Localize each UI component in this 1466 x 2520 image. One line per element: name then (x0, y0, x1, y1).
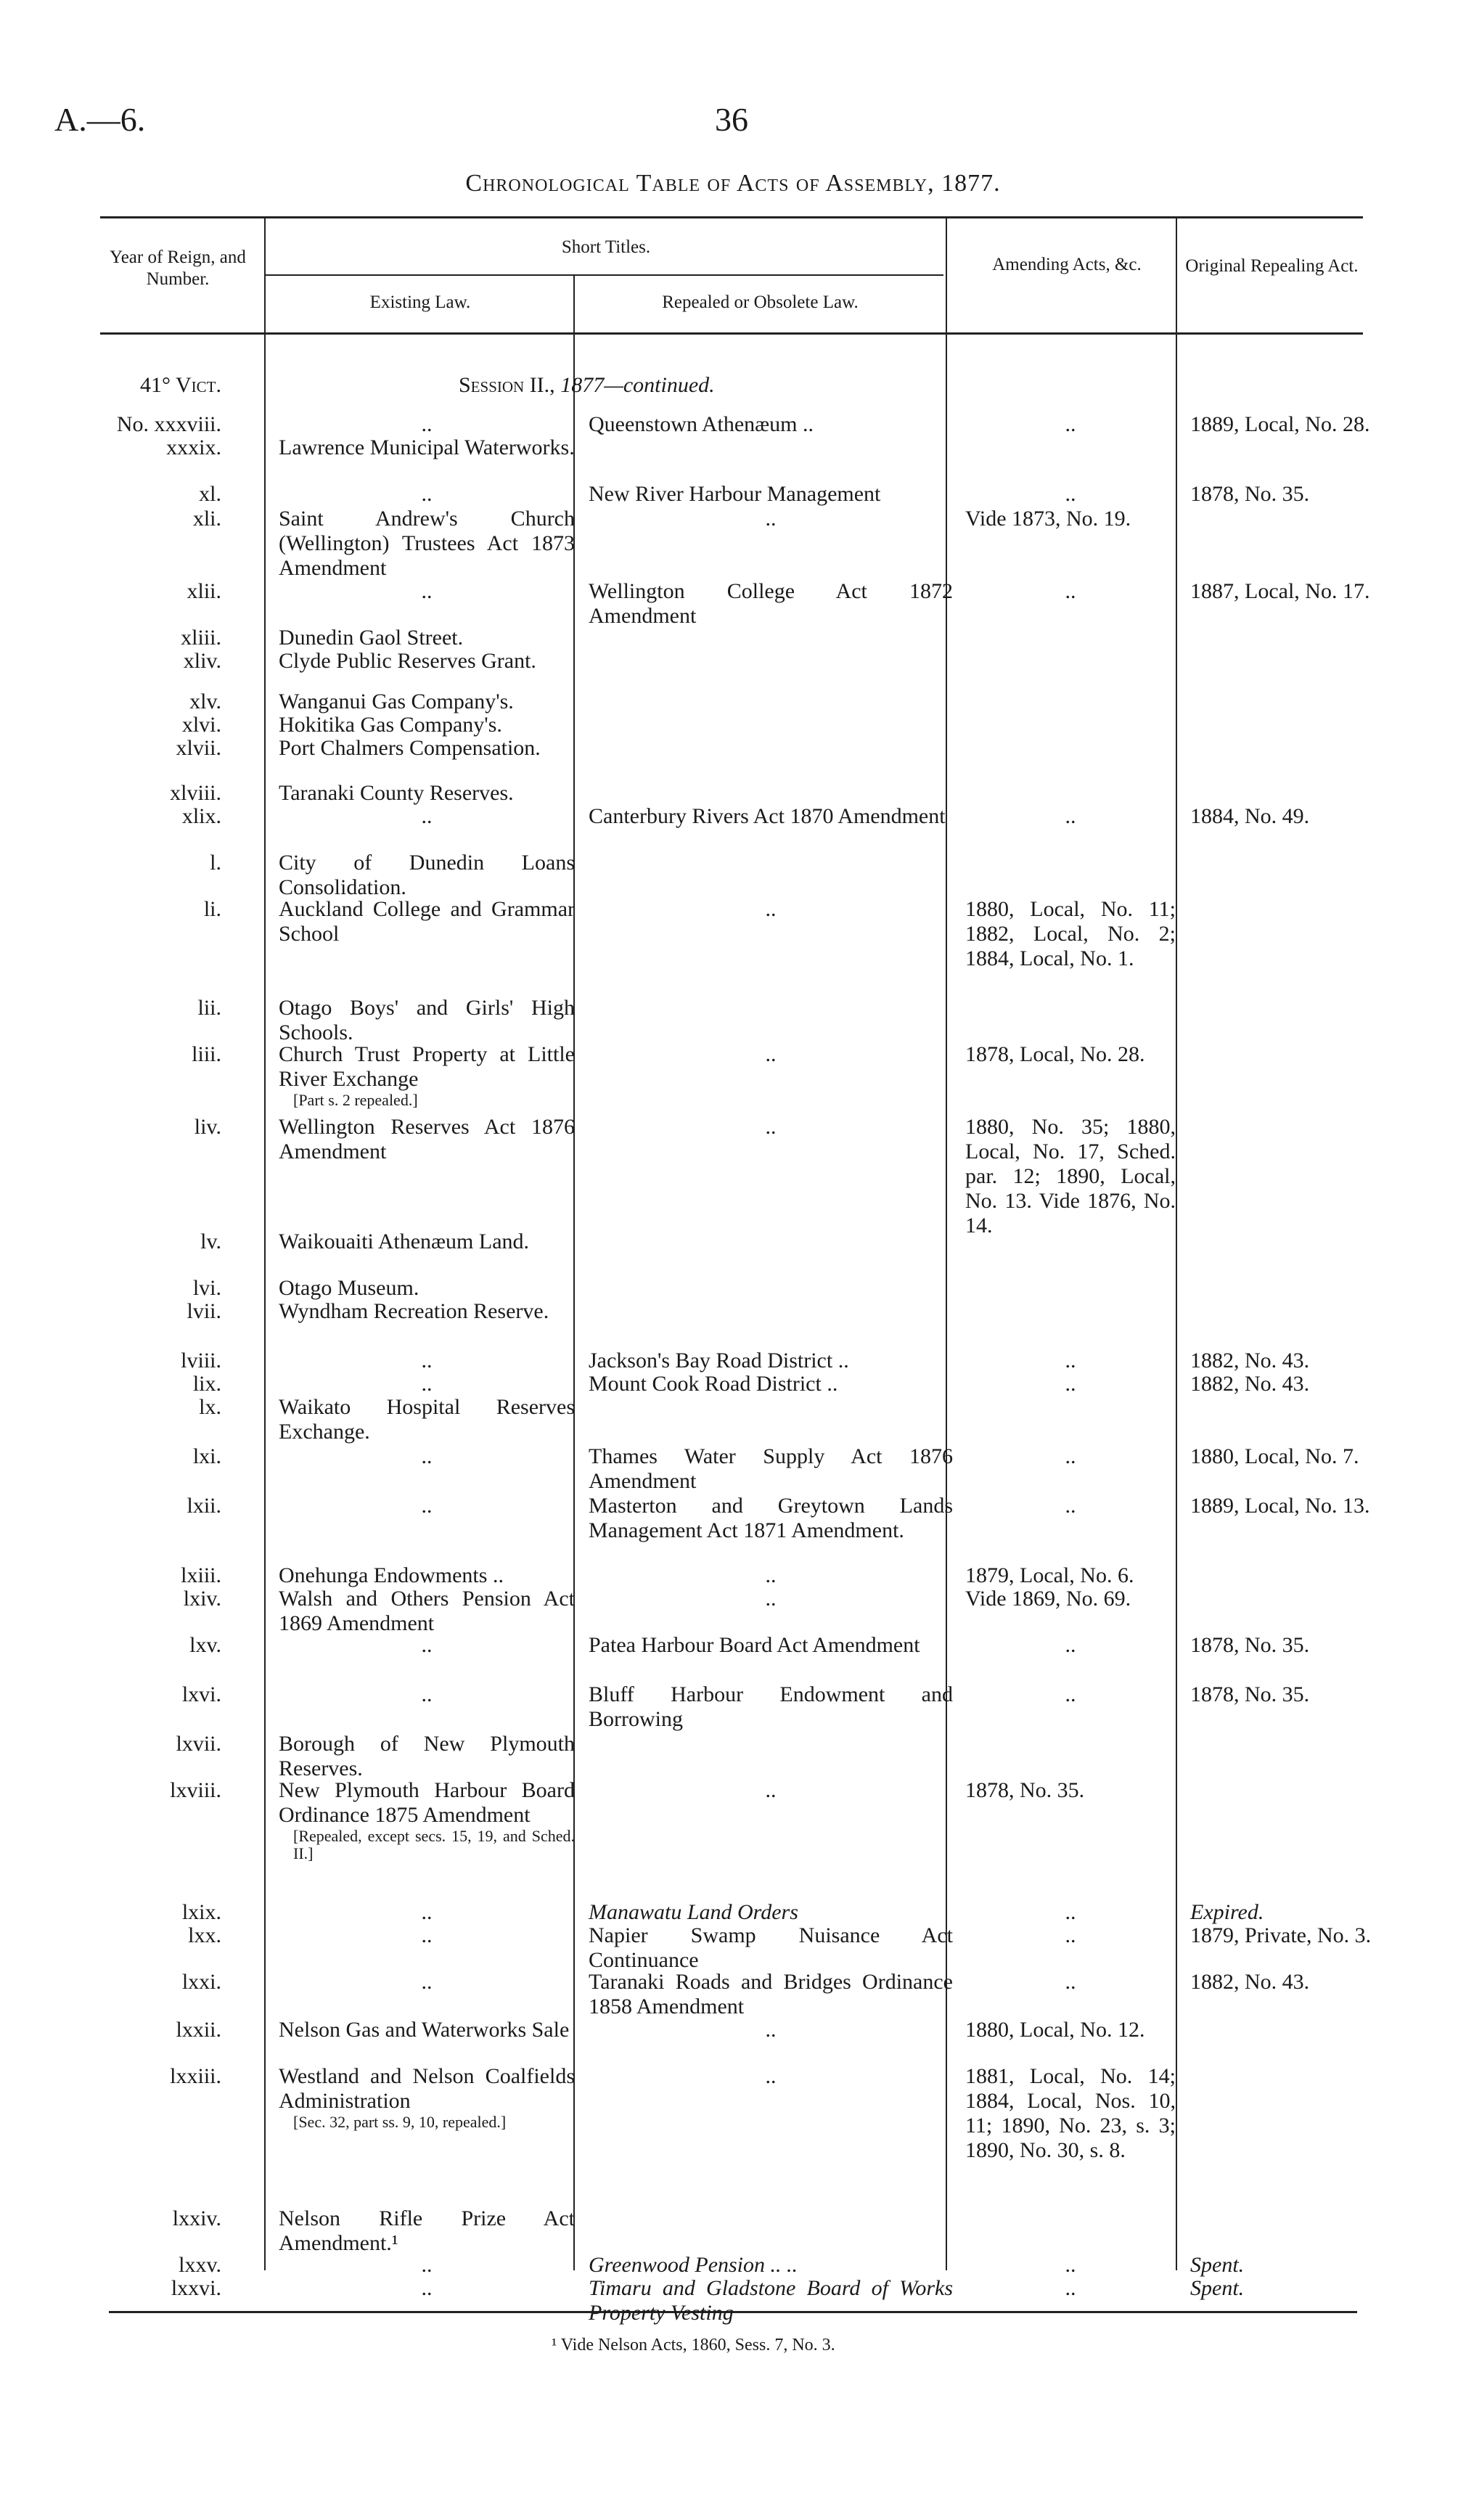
row-number: lxi. (192, 1444, 221, 1468)
footnote: ¹ Vide Nelson Acts, 1860, Sess. 7, No. 3. (552, 2336, 835, 2355)
original-repealing-act: 1882, No. 43. (1190, 1970, 1310, 1994)
row-number: xlvi. (181, 713, 221, 737)
existing-law: .. (421, 482, 433, 506)
document-reference: A.—6. (54, 101, 146, 138)
existing-law: Hokitika Gas Company's. (279, 713, 502, 737)
session-heading (279, 373, 1112, 398)
existing-law: .. (421, 2253, 433, 2277)
existing-law: Wyndham Recreation Reserve. (279, 1299, 549, 1323)
repealed-law: .. (765, 1778, 777, 1802)
amending-acts: .. (1065, 1444, 1076, 1468)
row-number: liii. (192, 1042, 221, 1066)
original-repealing-act: Spent. (1190, 2276, 1245, 2300)
amending-acts: .. (1065, 482, 1076, 506)
short-titles-rule (266, 274, 943, 276)
repealed-law: .. (765, 2064, 777, 2088)
amending-acts: .. (1065, 1372, 1076, 1396)
repealed-law: Wellington College Act 1872 Amendment (589, 579, 953, 628)
column-divider (1176, 218, 1177, 2270)
existing-law: .. (421, 1349, 433, 1372)
existing-law: Taranaki County Reserves. (279, 781, 514, 805)
existing-law-note: [Sec. 32, part ss. 9, 10, repealed.] (293, 2113, 507, 2131)
row-number: lxvii. (176, 1732, 221, 1756)
row-number: xliii. (181, 626, 221, 650)
existing-law: Lawrence Municipal Waterworks. (279, 435, 575, 459)
row-number: lviii. (181, 1349, 221, 1372)
repealed-law: Thames Water Supply Act 1876 Amendment (589, 1444, 953, 1493)
header-existing-law: Existing Law. (369, 292, 471, 312)
existing-law: Saint Andrew's Church (Wellington) Trustees Act 1873 Amendment (279, 507, 575, 580)
amending-acts: .. (1065, 1970, 1076, 1994)
amending-acts: .. (1065, 804, 1076, 828)
original-repealing-act: 1882, No. 43. (1190, 1349, 1310, 1372)
existing-law: New Plymouth Harbour Board Ordinance 1875 Amendment [Repealed, except secs. 15, 19, and Sched. II.] (279, 1778, 575, 1862)
session-label: Session II., (459, 373, 555, 397)
existing-law: Otago Boys' and Girls' High Schools. (279, 996, 575, 1044)
row-number: lxx. (188, 1923, 221, 1947)
row-number: lxiii. (181, 1563, 221, 1587)
repealed-law: Greenwood Pension .. .. (589, 2253, 798, 2277)
header-bottom-rule (100, 332, 1363, 335)
amending-acts: .. (1065, 1349, 1076, 1372)
amending-acts: .. (1065, 1682, 1076, 1706)
original-repealing-act: 1889, Local, No. 13. (1190, 1494, 1370, 1518)
row-number: lxxv. (179, 2253, 221, 2277)
session-year: 1877—continued. (560, 373, 715, 397)
row-number: lxv. (189, 1633, 221, 1657)
amending-acts: .. (1065, 1494, 1076, 1518)
amending-acts: 1878, No. 35. (965, 1778, 1085, 1802)
row-number: xli. (192, 507, 221, 531)
existing-law: .. (421, 1494, 433, 1518)
header-year: Year of Reign, and Number. (110, 248, 246, 289)
repealed-law: Canterbury Rivers Act 1870 Amendment (589, 804, 946, 828)
row-number: xxxix. (166, 435, 221, 459)
existing-law: .. (421, 579, 433, 603)
header-short-titles: Short Titles. (561, 237, 651, 257)
existing-law: .. (421, 1923, 433, 1947)
existing-law: Nelson Gas and Waterworks Sale (279, 2018, 570, 2042)
existing-law: Borough of New Plymouth Reserves. (279, 1732, 575, 1780)
amending-acts: .. (1065, 2276, 1076, 2300)
row-number: xlv. (189, 690, 221, 713)
existing-law: Port Chalmers Compensation. (279, 736, 541, 760)
row-number: lxvi. (181, 1682, 221, 1706)
row-number: li. (203, 897, 221, 921)
row-number: xlix. (181, 804, 221, 828)
existing-law: .. (421, 412, 433, 436)
existing-law: City of Dunedin Loans Consolidation. (279, 851, 575, 899)
existing-law: Otago Museum. (279, 1276, 419, 1300)
row-number: lix. (192, 1372, 221, 1396)
reign-label: 41° Vict. (140, 373, 221, 397)
row-number: xlviii. (170, 781, 221, 805)
original-repealing-act: Spent. (1190, 2253, 1245, 2277)
amending-acts: Vide 1869, No. 69. (965, 1587, 1131, 1611)
existing-law: Waikouaiti Athenæum Land. (279, 1230, 530, 1253)
existing-law: Dunedin Gaol Street. (279, 626, 464, 650)
header-original-repealing-act: Original Repealing Act. (1185, 256, 1359, 276)
column-divider (264, 218, 266, 2270)
row-number: lxxiv. (172, 2206, 221, 2230)
row-number: lvii. (187, 1299, 221, 1323)
row-number: xl. (199, 482, 221, 506)
original-repealing-act: 1887, Local, No. 17. (1190, 579, 1370, 603)
existing-law: .. (421, 1633, 433, 1657)
row-number: xlvii. (176, 736, 221, 760)
existing-law: .. (421, 1900, 433, 1924)
original-repealing-act: 1889, Local, No. 28. (1190, 412, 1370, 436)
amending-acts: 1880, Local, No. 11; 1882, Local, No. 2; 1884, Local, No. 1. (965, 897, 1176, 970)
repealed-law: Queenstown Athenæum .. (589, 412, 814, 436)
original-repealing-act: 1879, Private, No. 3. (1190, 1923, 1372, 1947)
existing-law: .. (421, 1372, 433, 1396)
amending-acts: .. (1065, 1923, 1076, 1947)
repealed-law: Jackson's Bay Road District .. (589, 1349, 849, 1372)
existing-law: .. (421, 1444, 433, 1468)
existing-law: Waikato Hospital Reserves Exchange. (279, 1395, 575, 1444)
repealed-law: .. (765, 897, 777, 921)
amending-acts: 1880, No. 35; 1880, Local, No. 17, Sched. par. 12; 1890, Local, No. 13. Vide 1876, No. 14. (965, 1115, 1176, 1238)
original-repealing-act: 1880, Local, No. 7. (1190, 1444, 1359, 1468)
original-repealing-act: Expired. (1190, 1900, 1264, 1924)
existing-law-note: [Part s. 2 repealed.] (293, 1091, 418, 1109)
existing-law: Nelson Rifle Prize Act Amendment.¹ (279, 2206, 575, 2255)
existing-law: Clyde Public Reserves Grant. (279, 649, 536, 673)
repealed-law: Bluff Harbour Endowment and Borrowing (589, 1682, 953, 1731)
repealed-law: Timaru and Gladstone Board of Works Property Vesting (589, 2276, 953, 2325)
repealed-law: Mount Cook Road District .. (589, 1372, 838, 1396)
row-number: liv. (194, 1115, 221, 1139)
existing-law: .. (421, 1970, 433, 1994)
row-number: xliv. (183, 649, 221, 673)
row-number: lv. (200, 1230, 221, 1253)
page-number: 36 (715, 101, 748, 138)
amending-acts: .. (1065, 1633, 1076, 1657)
existing-law: .. (421, 2276, 433, 2300)
amending-acts: 1879, Local, No. 6. (965, 1563, 1134, 1587)
row-number: lxxii. (176, 2018, 221, 2042)
header-repealed-law: Repealed or Obsolete Law. (662, 292, 859, 312)
row-number: lxxvi. (171, 2276, 221, 2300)
original-repealing-act: 1884, No. 49. (1190, 804, 1310, 828)
existing-law: Auckland College and Grammar School (279, 897, 575, 946)
header-amending-acts: Amending Acts, &c. (992, 255, 1142, 274)
amending-acts: Vide 1873, No. 19. (965, 507, 1131, 531)
amending-acts: 1880, Local, No. 12. (965, 2018, 1145, 2042)
original-repealing-act: 1878, No. 35. (1190, 1633, 1310, 1657)
repealed-law: New River Harbour Management (589, 482, 881, 506)
existing-law: Wanganui Gas Company's. (279, 690, 514, 713)
amending-acts: 1878, Local, No. 28. (965, 1042, 1145, 1066)
row-number: lx. (199, 1395, 221, 1419)
existing-law-note: [Repealed, except secs. 15, 19, and Sched. II.] (293, 1827, 575, 1862)
existing-law: .. (421, 1682, 433, 1706)
existing-law: .. (421, 804, 433, 828)
amending-acts: .. (1065, 2253, 1076, 2277)
row-number: xlii. (187, 579, 221, 603)
repealed-law: Taranaki Roads and Bridges Ordinance 1858 Amendment (589, 1970, 953, 2018)
repealed-law: Patea Harbour Board Act Amendment (589, 1633, 920, 1657)
repealed-law: .. (765, 1115, 777, 1139)
row-number: lxxiii. (170, 2064, 221, 2088)
original-repealing-act: 1878, No. 35. (1190, 1682, 1310, 1706)
original-repealing-act: 1878, No. 35. (1190, 482, 1310, 506)
table-title: Chronological Table of Acts of Assembly, 1877. (465, 170, 1001, 197)
existing-law: Church Trust Property at Little River Exchange [Part s. 2 repealed.] (279, 1042, 575, 1109)
table-top-rule (100, 216, 1363, 218)
original-repealing-act: 1882, No. 43. (1190, 1372, 1310, 1396)
row-number: lvi. (192, 1276, 221, 1300)
row-number: lxiv. (183, 1587, 221, 1611)
repealed-law: .. (765, 2018, 777, 2042)
existing-law: Westland and Nelson Coalfields Administration [Sec. 32, part ss. 9, 10, repealed.] (279, 2064, 575, 2131)
repealed-law: .. (765, 507, 777, 531)
repealed-law: .. (765, 1563, 777, 1587)
row-number: lxix. (181, 1900, 221, 1924)
existing-law: Walsh and Others Pension Act 1869 Amendment (279, 1587, 575, 1635)
existing-law: Wellington Reserves Act 1876 Amendment (279, 1115, 575, 1163)
repealed-law: Masterton and Greytown Lands Management Act 1871 Amendment. (589, 1494, 953, 1542)
row-number: lxii. (187, 1494, 221, 1518)
row-number: lxxi. (181, 1970, 221, 1994)
amending-acts: .. (1065, 1900, 1076, 1924)
existing-law: Onehunga Endowments .. (279, 1563, 504, 1587)
amending-acts: 1881, Local, No. 14; 1884, Local, Nos. 10, 11; 1890, No. 23, s. 3; 1890, No. 30, s. 8. (965, 2064, 1176, 2162)
amending-acts: .. (1065, 412, 1076, 436)
repealed-law: .. (765, 1587, 777, 1611)
row-number: l. (210, 851, 221, 875)
row-number: lxviii. (170, 1778, 221, 1802)
row-number: lii. (197, 996, 221, 1020)
row-number: No. xxxviii. (116, 412, 221, 436)
repealed-law: Napier Swamp Nuisance Act Continuance (589, 1923, 953, 1972)
amending-acts: .. (1065, 579, 1076, 603)
repealed-law: .. (765, 1042, 777, 1066)
repealed-law: Manawatu Land Orders (589, 1900, 798, 1924)
